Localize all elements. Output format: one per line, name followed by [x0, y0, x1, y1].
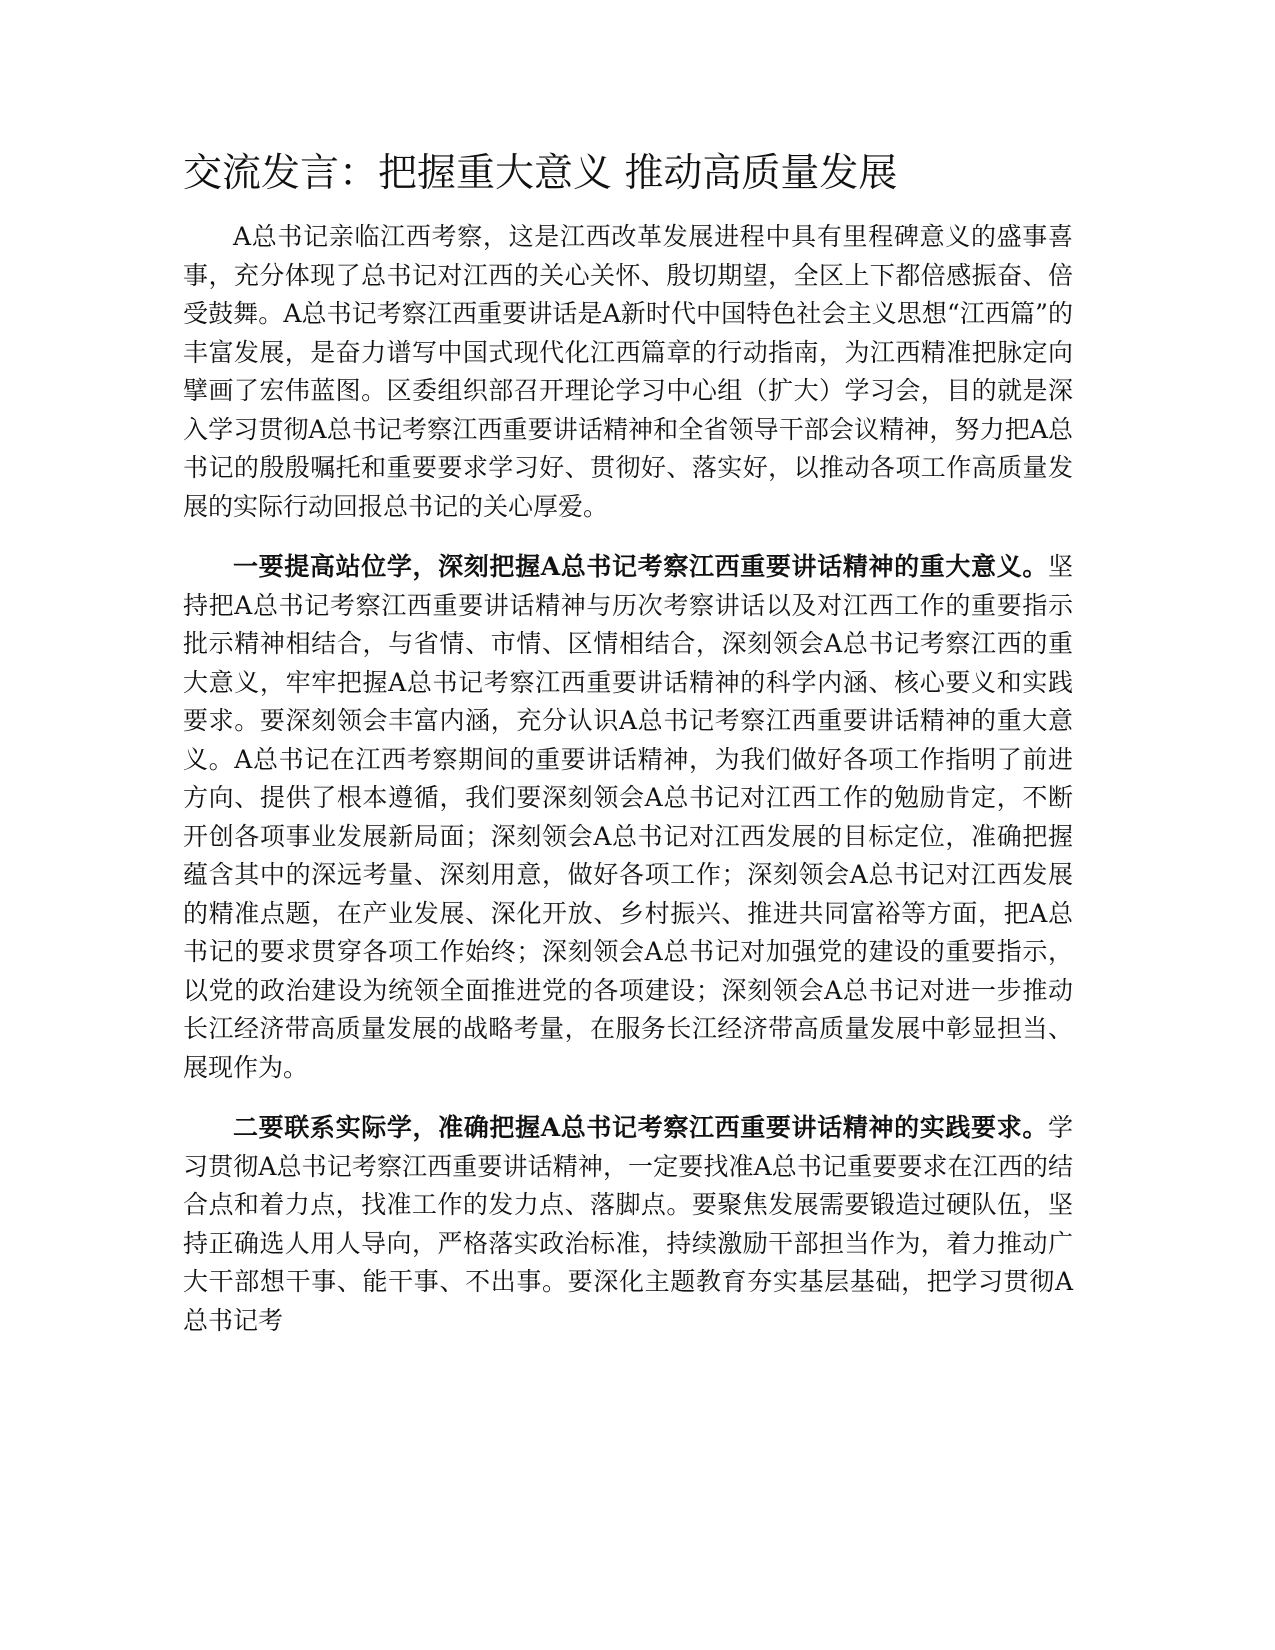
document-page	[183, 148, 1073, 1362]
paragraph-lead: 二要联系实际学，准确把握A总书记考察江西重要讲话精神的实践要求。	[233, 1113, 1048, 1142]
paragraph-text: 坚持把A总书记考察江西重要讲话精神与历次考察讲话以及对江西工作的重要指示批示精神相结合，与省情、市情、区情相结合，深刻领会A总书记考察江西的重大意义，牢牢把握A总书记考察江西重要讲话精神的科学内涵、核心要义和实践要求。要深刻领会丰富内涵，充分认识A总书记考察江西重要讲话精神的重大意义。A总书记在江西考察期间的重要讲话精神，为我们做好各项工作指明了前进方向、提供了根本遵循，我们要深刻领会A总书记对江西工作的勉励肯定，不断开创各项事业发展新局面；深刻领会A总书记对江西发展的目标定位，准确把握蕴含其中的深远考量、深刻用意，做好各项工作；深刻领会A总书记对江西发展的精准点题，在产业发展、深化开放、乡村振兴、推进共同富裕等方面，把A总书记的要求贯穿各项工作始终；深刻领会A总书记对加强党的建设的重要指示，以党的政治建设为统领全面推进党的各项建设；深刻领会A总书记对进一步推动长江经济带高质量发展的战略考量，在服务长江经济带高质量发展中彰显担当、展现作为。	[183, 552, 1073, 1082]
paragraph-point-one	[183, 548, 1073, 1087]
paragraph-lead: 一要提高站位学，深刻把握A总书记考察江西重要讲话精神的重大意义。	[233, 552, 1048, 581]
paragraph-text: A总书记亲临江西考察，这是江西改革发展进程中具有里程碑意义的盛事喜事，充分体现了总书记对江西的关心关怀、殷切期望，全区上下都倍感振奋、倍受鼓舞。A总书记考察江西重要讲话是A新时代中国特色社会主义思想“江西篇”的丰富发展，是奋力谱写中国式现代化江西篇章的行动指南，为江西精准把脉定向擘画了宏伟蓝图。区委组织部召开理论学习中心组（扩大）学习会，目的就是深入学习贯彻A总书记考察江西重要讲话精神和全省领导干部会议精神，努力把A总书记的殷殷嘱托和重要要求学习好、贯彻好、落实好，以推动各项工作高质量发展的实际行动回报总书记的关心厚爱。	[183, 222, 1073, 521]
paragraph-intro	[183, 218, 1073, 526]
paragraph-point-two	[183, 1109, 1073, 1340]
paragraph-text: 学习贯彻A总书记考察江西重要讲话精神，一定要找准A总书记重要要求在江西的结合点和着力点，找准工作的发力点、落脚点。要聚焦发展需要锻造过硬队伍，坚持正确选人用人导向，严格落实政治标准，持续激励干部担当作为，着力推动广大干部想干事、能干事、不出事。要深化主题教育夯实基层基础，把学习贯彻A总书记考	[183, 1113, 1073, 1335]
document-title: 交流发言：把握重大意义 推动高质量发展	[183, 151, 898, 196]
